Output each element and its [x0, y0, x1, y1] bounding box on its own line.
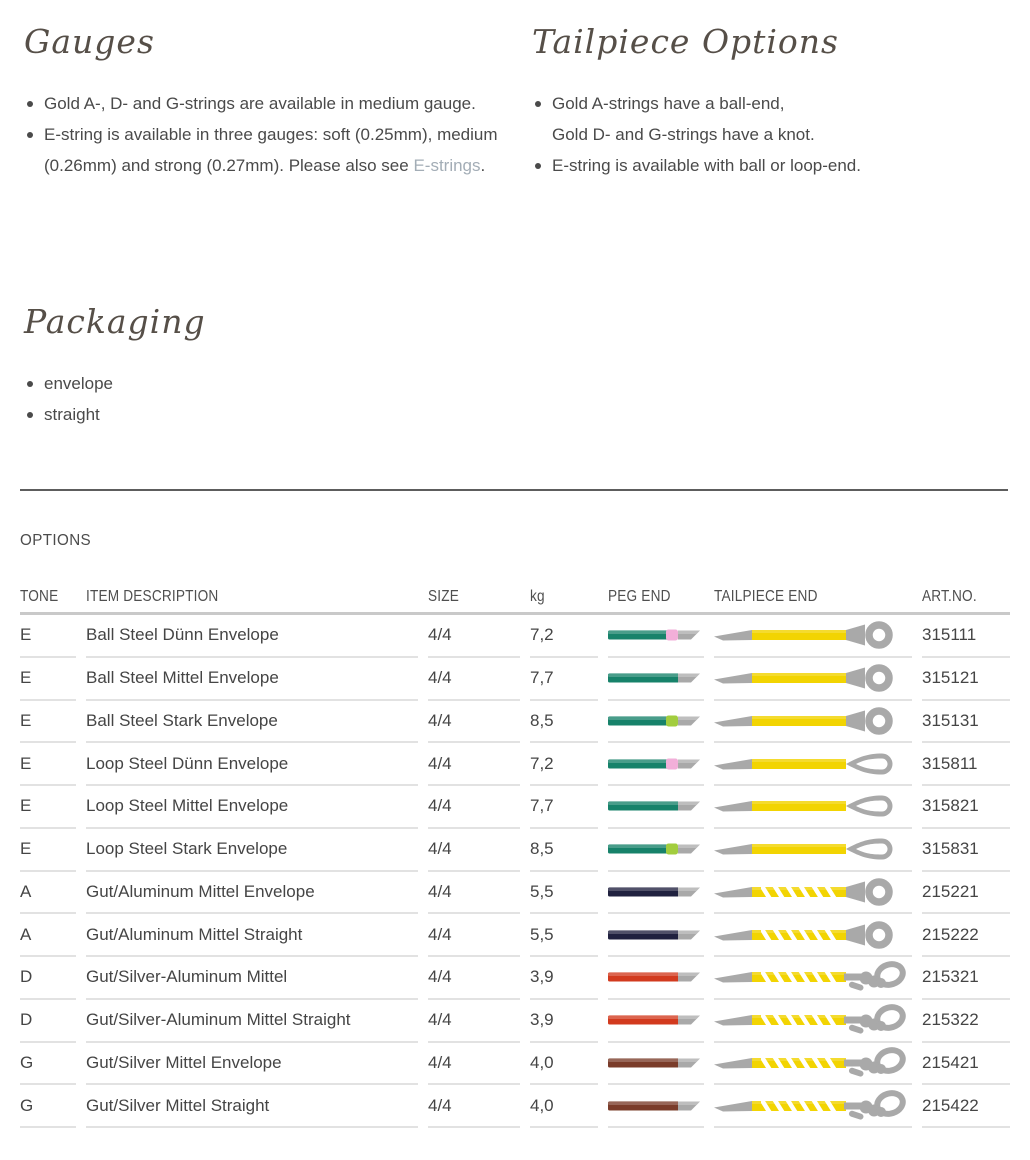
artno-cell: 315831 [922, 829, 1010, 872]
kg-cell: 4,0 [530, 1043, 598, 1086]
peg-end-graphic [608, 842, 700, 856]
tone-cell: D [20, 1000, 76, 1043]
tailpiece-end-cell [714, 914, 912, 957]
size-cell: 4/4 [428, 914, 520, 957]
peg-end-cell [608, 701, 704, 744]
packaging-heading: Packaging [24, 302, 206, 341]
tone-cell: E [20, 829, 76, 872]
size-cell: 4/4 [428, 1085, 520, 1128]
size-cell: 4/4 [428, 701, 520, 744]
peg-end-graphic [608, 928, 700, 942]
tone-cell: E [20, 701, 76, 744]
peg-end-graphic [608, 1056, 700, 1070]
tailpiece-end-cell [714, 701, 912, 744]
artno-cell: 315121 [922, 658, 1010, 701]
kg-cell: 4,0 [530, 1085, 598, 1128]
peg-end-graphic [608, 671, 700, 685]
tailpiece-end-cell [714, 1043, 912, 1086]
description-cell: Loop Steel Dünn Envelope [86, 743, 418, 786]
options-table-header [20, 581, 1010, 615]
tailpiece-end-graphic [714, 919, 912, 951]
artno-cell: 215222 [922, 914, 1010, 957]
tailpiece-end-cell [714, 743, 912, 786]
size-cell: 4/4 [428, 829, 520, 872]
tone-cell: A [20, 872, 76, 915]
peg-end-cell [608, 658, 704, 701]
artno-cell: 215422 [922, 1085, 1010, 1128]
tone-cell: E [20, 615, 76, 658]
description-cell: Ball Steel Dünn Envelope [86, 615, 418, 658]
section-packaging [24, 302, 502, 430]
tailpiece-end-cell [714, 829, 912, 872]
peg-end-cell [608, 615, 704, 658]
kg-cell: 7,2 [530, 743, 598, 786]
tailpiece-end-graphic [714, 748, 912, 780]
description-cell: Gut/Silver Mittel Straight [86, 1085, 418, 1128]
column-header-peg-end: PEG END [608, 587, 671, 605]
artno-cell: 315811 [922, 743, 1010, 786]
tailpiece-end-graphic [714, 876, 912, 908]
tone-cell: G [20, 1085, 76, 1128]
artno-cell: 315821 [922, 786, 1010, 829]
column-header-size: SIZE [428, 587, 460, 605]
table-row [20, 829, 1010, 872]
table-row [20, 1043, 1010, 1086]
bullet-text: Gold A-, D- and G-strings are available in medium gauge. [44, 93, 476, 113]
size-cell: 4/4 [428, 615, 520, 658]
peg-end-cell [608, 1000, 704, 1043]
tailpiece-end-cell [714, 615, 912, 658]
artno-cell: 215221 [922, 872, 1010, 915]
bullet-text: envelope [44, 373, 114, 393]
section-gauges [24, 22, 502, 181]
description-cell: Loop Steel Stark Envelope [86, 829, 418, 872]
table-row [20, 658, 1010, 701]
kg-cell: 5,5 [530, 914, 598, 957]
kg-cell: 3,9 [530, 957, 598, 1000]
table-row [20, 914, 1010, 957]
tailpiece-end-graphic [714, 961, 912, 993]
size-cell: 4/4 [428, 1000, 520, 1043]
peg-end-cell [608, 1043, 704, 1086]
options-section [20, 532, 1010, 1128]
description-cell: Ball Steel Mittel Envelope [86, 658, 418, 701]
description-cell: Gut/Silver Mittel Envelope [86, 1043, 418, 1086]
tailpiece-end-graphic [714, 705, 912, 737]
tailpiece-end-graphic [714, 662, 912, 694]
table-row [20, 1000, 1010, 1043]
tailpiece-end-graphic [714, 1090, 912, 1122]
description-cell: Gut/Aluminum Mittel Straight [86, 914, 418, 957]
kg-cell: 8,5 [530, 701, 598, 744]
description-cell: Gut/Silver-Aluminum Mittel Straight [86, 1000, 418, 1043]
size-cell: 4/4 [428, 658, 520, 701]
peg-end-graphic [608, 970, 700, 984]
tailpiece-end-graphic [714, 790, 912, 822]
peg-end-cell [608, 743, 704, 786]
artno-cell: 315131 [922, 701, 1010, 744]
peg-end-graphic [608, 757, 700, 771]
kg-cell: 7,7 [530, 658, 598, 701]
column-header-item-description: ITEM DESCRIPTION [86, 587, 219, 605]
bullet-item [24, 368, 502, 399]
size-cell: 4/4 [428, 786, 520, 829]
peg-end-cell [608, 957, 704, 1000]
kg-cell: 7,2 [530, 615, 598, 658]
description-cell: Ball Steel Stark Envelope [86, 701, 418, 744]
table-row [20, 701, 1010, 744]
size-cell: 4/4 [428, 1043, 520, 1086]
bullet-text: . [480, 155, 486, 175]
table-row [20, 786, 1010, 829]
tailpiece-end-cell [714, 872, 912, 915]
tailpiece-end-graphic [714, 1047, 912, 1079]
kg-cell: 8,5 [530, 829, 598, 872]
tone-cell: A [20, 914, 76, 957]
bullet-item [24, 399, 502, 430]
column-header-tone: TONE [20, 587, 59, 605]
peg-end-cell [608, 829, 704, 872]
table-row [20, 615, 1010, 658]
tailpiece-end-cell [714, 957, 912, 1000]
table-row [20, 743, 1010, 786]
size-cell: 4/4 [428, 957, 520, 1000]
gauges-list [24, 88, 502, 181]
artno-cell: 215322 [922, 1000, 1010, 1043]
column-header-art-no: ART.NO. [922, 587, 977, 605]
peg-end-cell [608, 786, 704, 829]
description-cell: Gut/Silver-Aluminum Mittel [86, 957, 418, 1000]
tailpiece-end-graphic [714, 619, 912, 651]
peg-end-graphic [608, 885, 700, 899]
description-cell: Loop Steel Mittel Envelope [86, 786, 418, 829]
size-cell: 4/4 [428, 872, 520, 915]
bullet-text: straight [44, 404, 100, 424]
bullet-text-line1: Gold A-strings have a ball-end, [552, 93, 785, 113]
tone-cell: E [20, 786, 76, 829]
bullet-text: E-string is available with ball or loop-end. [552, 155, 861, 175]
peg-end-cell [608, 914, 704, 957]
bullet-item [532, 150, 1010, 181]
bullet-text: E-string is available in three gauges: soft (0.25mm), medium (0.26mm) and strong (0.27mm). Please also see [44, 124, 498, 175]
peg-end-graphic [608, 799, 700, 813]
tailpiece-end-graphic [714, 833, 912, 865]
options-title: OPTIONS [20, 532, 92, 549]
tailpiece-end-cell [714, 786, 912, 829]
tone-cell: G [20, 1043, 76, 1086]
tailpiece-end-graphic [714, 1004, 912, 1036]
size-cell: 4/4 [428, 743, 520, 786]
gauges-heading: Gauges [24, 22, 155, 61]
section-divider [20, 489, 1008, 491]
artno-cell: 215321 [922, 957, 1010, 1000]
artno-cell: 215421 [922, 1043, 1010, 1086]
table-row [20, 872, 1010, 915]
bullet-text-line2: Gold D- and G-strings have a knot. [552, 124, 815, 144]
packaging-list [24, 368, 502, 430]
tone-cell: E [20, 743, 76, 786]
peg-end-graphic [608, 714, 700, 728]
table-row [20, 1085, 1010, 1128]
kg-cell: 5,5 [530, 872, 598, 915]
section-tailpiece-options [532, 22, 1010, 181]
kg-cell: 3,9 [530, 1000, 598, 1043]
tailpiece-options-list [532, 88, 1010, 181]
bullet-item [532, 88, 1010, 150]
tailpiece-end-cell [714, 1085, 912, 1128]
tailpiece-end-cell [714, 658, 912, 701]
peg-end-cell [608, 872, 704, 915]
tailpiece-end-cell [714, 1000, 912, 1043]
tone-cell: D [20, 957, 76, 1000]
peg-end-graphic [608, 1013, 700, 1027]
peg-end-cell [608, 1085, 704, 1128]
options-table-body [20, 615, 1010, 1128]
e-strings-link[interactable]: E-strings [413, 155, 481, 175]
bullet-item [24, 88, 502, 119]
column-header-tailpiece-end: TAILPIECE END [714, 587, 818, 605]
tailpiece-options-heading: Tailpiece Options [532, 22, 839, 61]
tone-cell: E [20, 658, 76, 701]
bullet-item [24, 119, 502, 181]
peg-end-graphic [608, 628, 700, 642]
kg-cell: 7,7 [530, 786, 598, 829]
column-header-kg: kg [530, 587, 545, 605]
peg-end-graphic [608, 1099, 700, 1113]
description-cell: Gut/Aluminum Mittel Envelope [86, 872, 418, 915]
table-row [20, 957, 1010, 1000]
artno-cell: 315111 [922, 615, 1010, 658]
